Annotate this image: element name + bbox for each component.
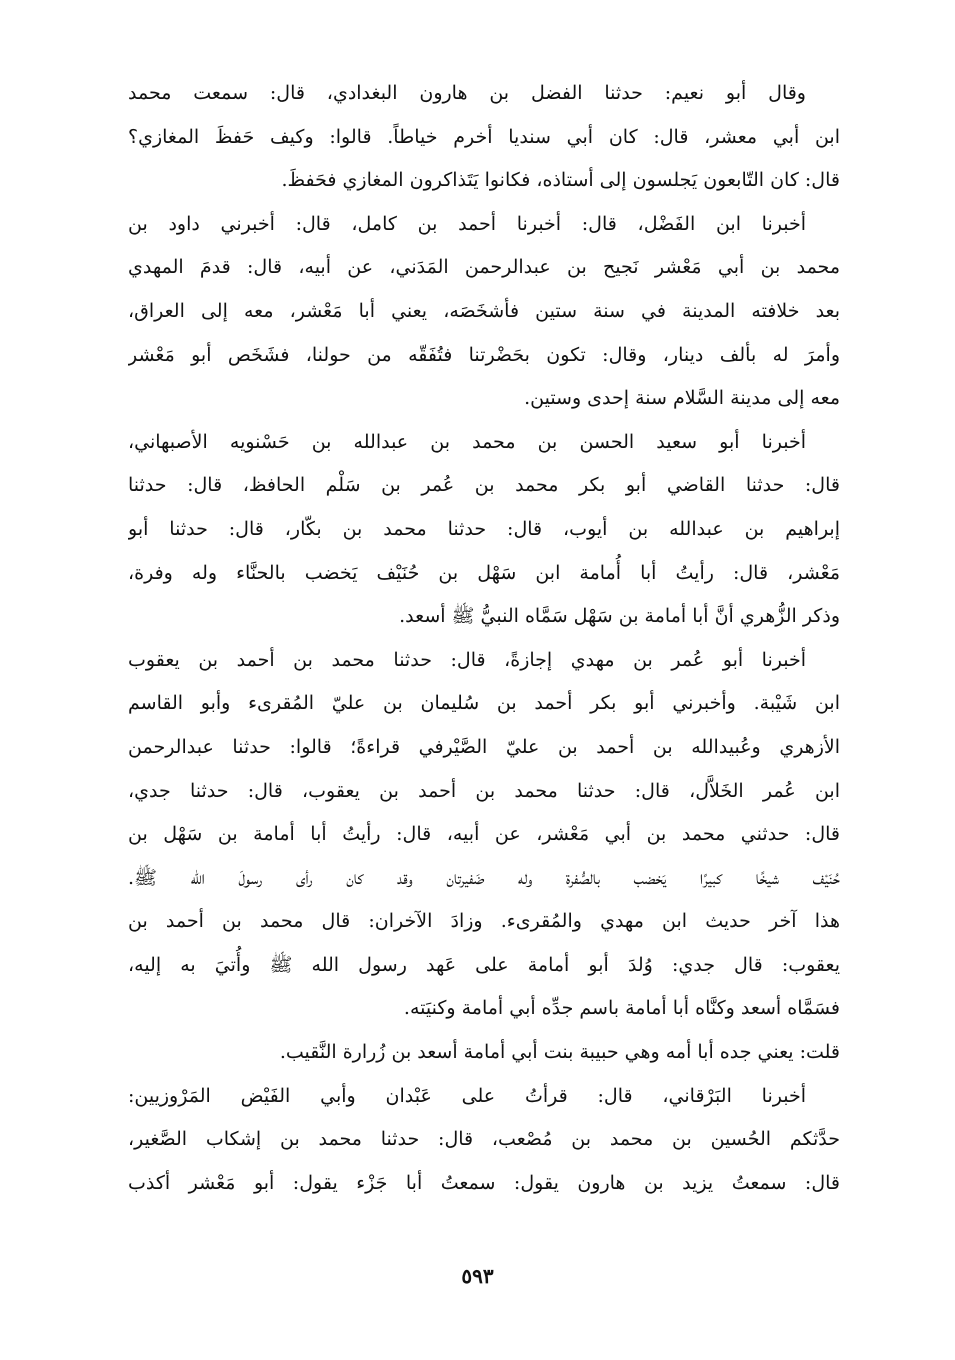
text-line: ابن شَيْبة. وأخبرني أبو بكر أحمد بن سُليمان بن عليّ المُقرىء وأبو القاسم [128,692,840,715]
text-line: الأزهري وعُبيدالله بن أحمد بن عليّ الصَّيْرفي قراءةً؛ قالوا: حدثنا عبدالرحمن [128,735,840,758]
text-line: قال: حدثني محمد بن أبي مَعْشر، عن أبيه، قال: رأيتُ أبا أمامة بن سَهْل بن [128,823,840,846]
text-line: قال: كان التّابعون يَجلسون إلى أستاذه، فكانوا يَتَذاكرون المغازي فحَفظَ. [281,169,840,192]
text-line: فسَمَّاه أسعد وكنَّاه أبا أمامة باسم جدِّه أبي أمامة وكنيَته. [403,997,840,1020]
text-line: أخبرنا أبو سعيد الحسن بن محمد بن عبدالله بن حَسْنويه الأصبهاني، [128,430,806,453]
text-line: ابن عُمر الخَلاَّل، قال: حدثنا محمد بن أحمد بن يعقوب، قال: حدثنا جدي، [128,779,840,802]
text-line: حُنَيْف شيخًا كبيرًا يَخضب بالصُّفرة وله ضَفيرتان وقد كان رأى رسولَ الله ﷺ. [128,866,840,889]
text-line: حدَّثكم الحُسين بن محمد بن مُصْعب، قال: حدثنا محمد بن إشكاب الصَّغير، [128,1128,840,1151]
text-line: مَعْشر، قال: رأيتُ أبا أُمامة ابن سَهْل بن حُنَيْف يَخضب بالحنَّاء وله وفرة، [128,561,840,584]
text-line: أخبرنا أبو عُمر بن مهدي إجازةً، قال: حدثنا محمد بن أحمد بن يعقوب [128,648,806,671]
text-line: إبراهيم بن عبدالله بن أيوب، قال: حدثنا محمد بن بكّار، قال: حدثنا أبو [128,517,840,540]
text-line: وقال أبو نعيم: حدثنا الفضل بن هارون البغدادي، قال: سمعت محمد [128,82,806,104]
text-line: وأمرَ له بألف دينار، وقال: تكون بحَضْرتنا فتُفَقّه من حولنا، فشَخَص أبو مَعْشر [128,343,840,366]
text-line: محمد بن أبي مَعْشر نَجيح بن عبدالرحمن المَدَني، عن أبيه، قال: قدمَ المهدي [128,256,840,279]
text-line: يعقوب: قال جدي: وُلدَ أبو أمامة على عَهد رسول الله ﷺ وأُتيَ به إليه، [128,953,840,976]
text-line: قال: حدثنا القاضي أبو بكر محمد بن عُمر بن سَلْم الحافظ، قال: حدثنا [128,474,840,497]
text-line: وذكر الزُّهري أنَّ أبا أمامة بن سَهْل سَمَّاه النبيُّ ﷺ أسعد. [399,605,840,628]
page-number: ٥٩٣ [461,1264,494,1288]
text-line: قلت: يعني جده أبا أمه وهي حبيبة بنت أبي أمامة أسعد بن زُرارة النَّقيب. [279,1041,840,1064]
text-line: أخبرنا البَرْقاني، قال: قرأتُ على عَبْدان وأبي الفَيْض المَرْوزيين: [128,1084,806,1107]
text-line: قال: سمعتُ يزيد بن هارون يقول: سمعتُ أبا جَزْء يقول: أبو مَعْشر أكذب [128,1171,840,1194]
body-text [128,72,840,1205]
text-line: ابن أبي معشر، قال: كان أبي سنديا أخرم خياطاً. قالوا: وكيف حَفظَ المغازي؟ [128,125,840,148]
text-line: معه إلى مدينة السَّلام سنة إحدى وستين. [524,387,840,410]
text-line: أخبرنا ابن الفَضْل، قال: أخبرنا أحمد بن كامل، قال: أخبرني داود بن [128,212,806,235]
text-line: بعد خلافته المدينة في سنة ستين فأشخَصَه، يعني أبا مَعْشر، معه إلى العراق، [128,299,840,322]
text-line: هذا آخر حديث ابن مهدي والمُقرىء. وزادَ الآخران: قال محمد بن أحمد بن [128,910,840,933]
